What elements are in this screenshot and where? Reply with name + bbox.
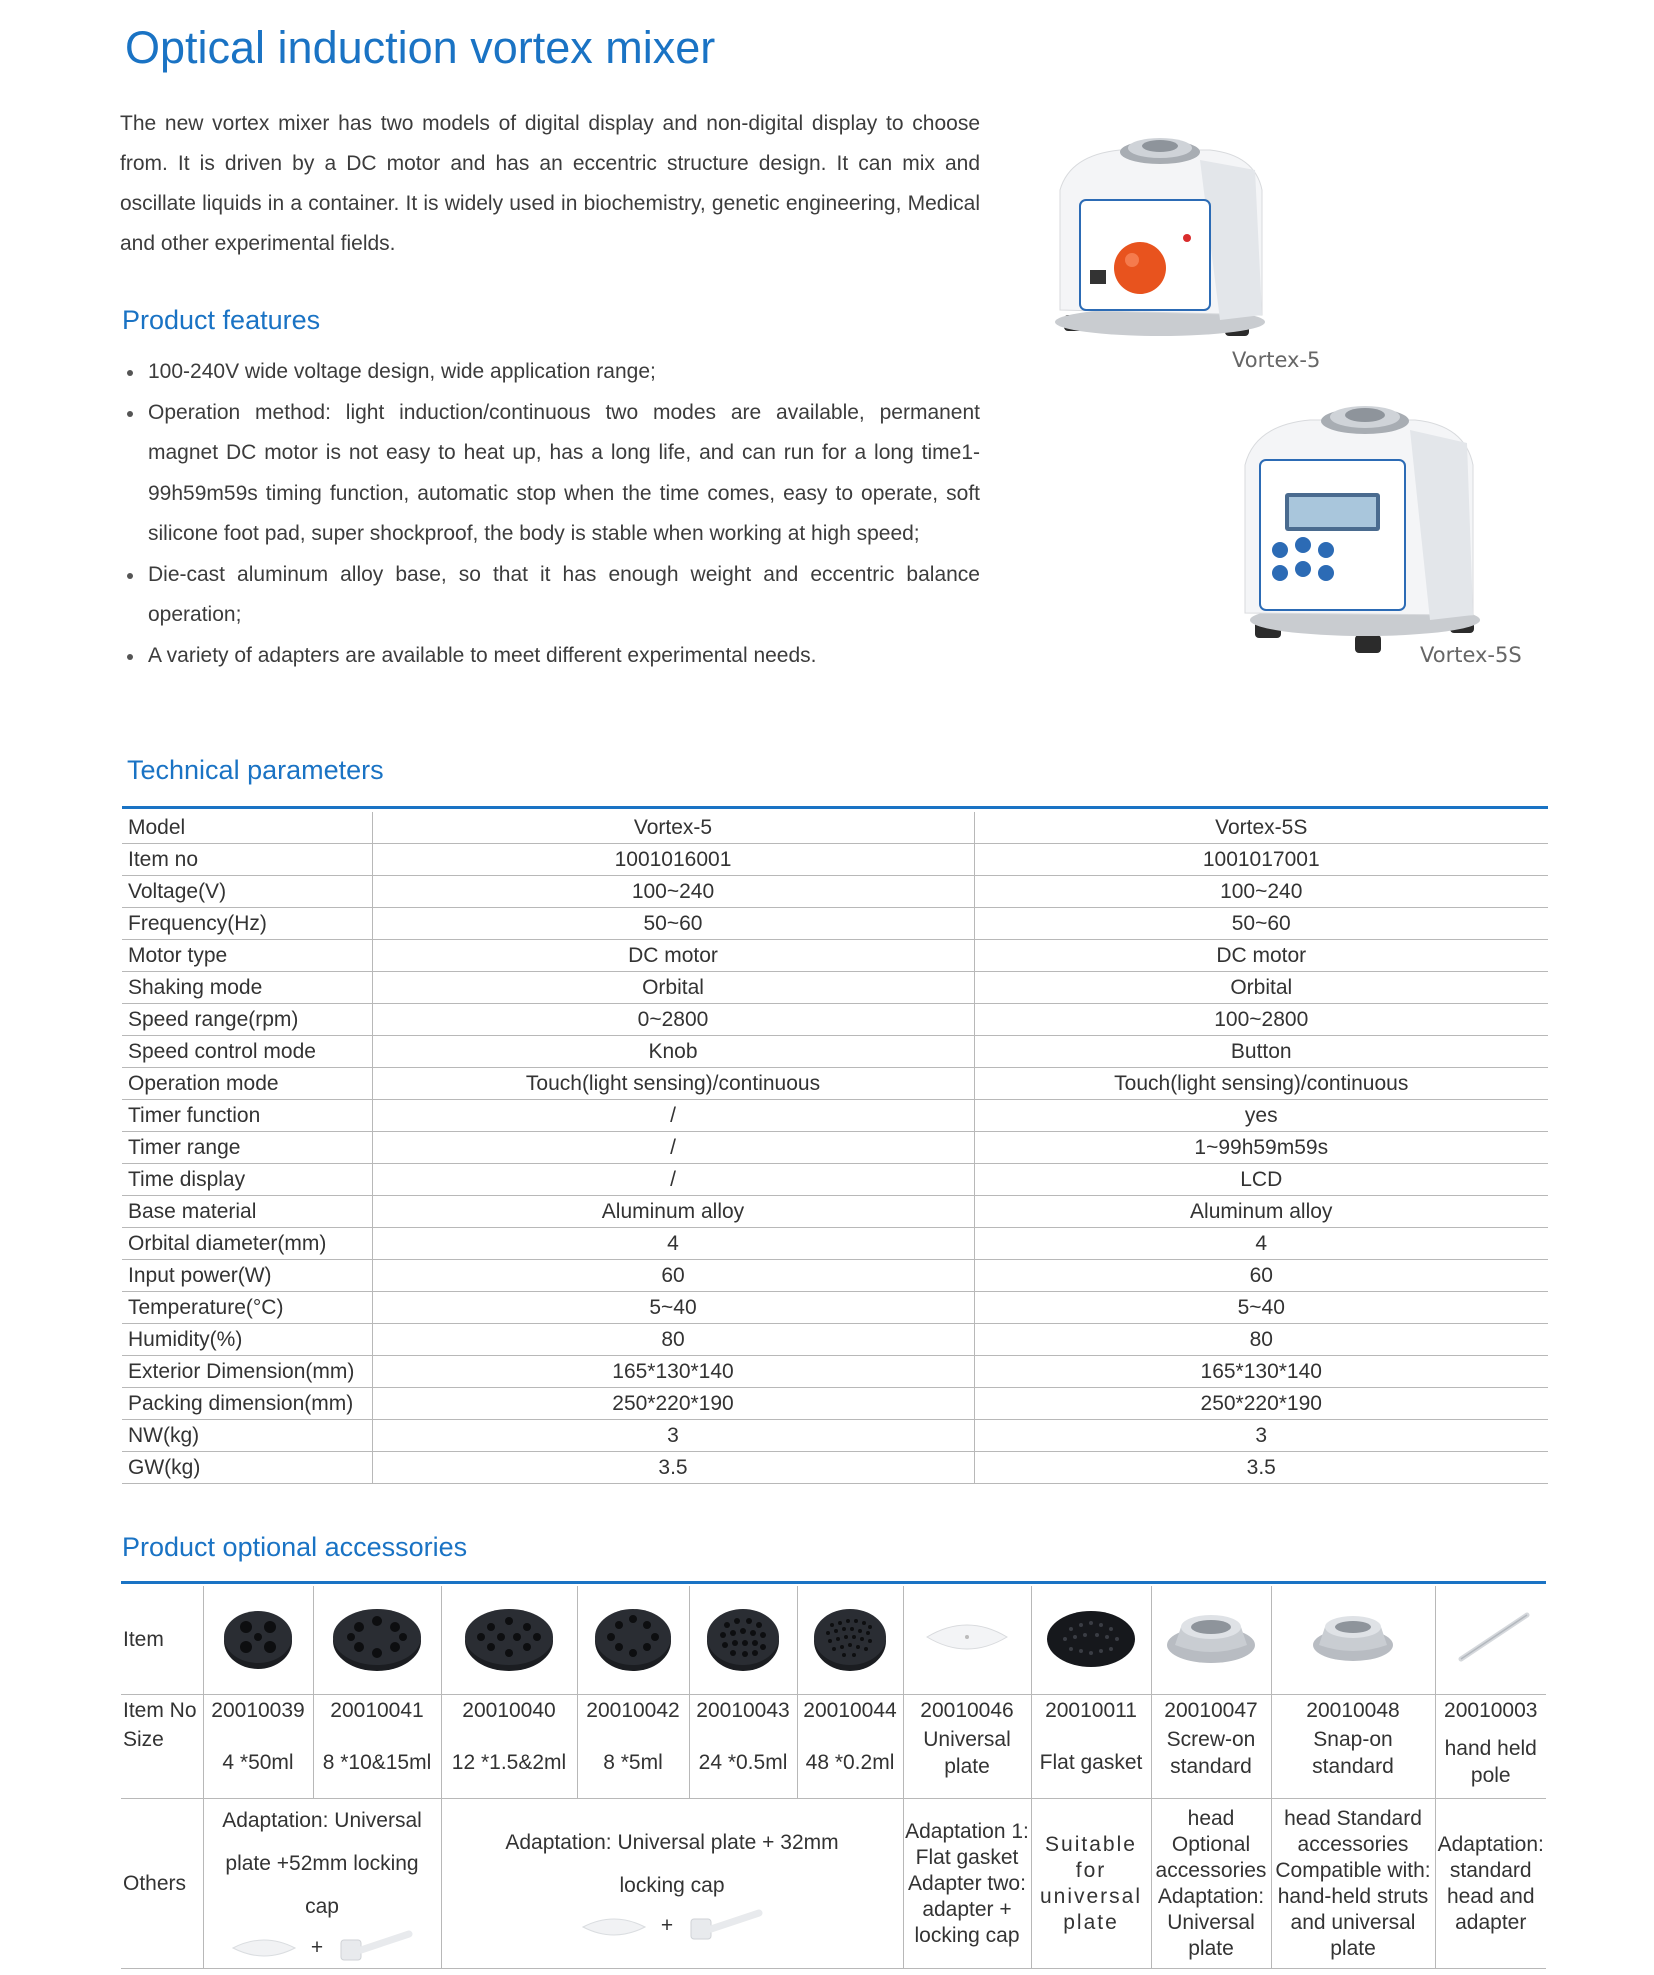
param-value: / xyxy=(372,1100,974,1132)
accessories-rule xyxy=(121,1581,1546,1584)
param-value: 100~240 xyxy=(974,876,1548,908)
param-value: 100~2800 xyxy=(974,1004,1548,1036)
universal-plate-icon xyxy=(229,1928,299,1968)
item-size: 24 *0.5ml xyxy=(689,1726,797,1799)
accessory-image xyxy=(797,1586,903,1695)
locking-cap-icon xyxy=(685,1907,765,1947)
params-row xyxy=(122,1420,1548,1452)
param-name: Frequency(Hz) xyxy=(122,908,372,940)
page-title: Optical induction vortex mixer xyxy=(125,22,716,73)
accessory-image xyxy=(577,1586,689,1695)
params-heading: Technical parameters xyxy=(127,755,384,785)
item-no: 20010044 xyxy=(797,1695,903,1727)
param-value: Aluminum alloy xyxy=(372,1196,974,1228)
param-value: yes xyxy=(974,1100,1548,1132)
param-name: Speed range(rpm) xyxy=(122,1004,372,1036)
item-no: 20010040 xyxy=(441,1695,577,1727)
param-name: Exterior Dimension(mm) xyxy=(122,1356,372,1388)
others-adaptation-group2 xyxy=(441,1799,903,1969)
others-flat-gasket: Suitable for universal plate xyxy=(1031,1799,1151,1969)
param-value: 3.5 xyxy=(372,1452,974,1484)
item-no: 20010048 xyxy=(1271,1695,1435,1727)
params-row xyxy=(122,1228,1548,1260)
accessory-image xyxy=(1151,1586,1271,1695)
intro-paragraph: The new vortex mixer has two models of digital display and non-digital display to choose from. It is driven by a DC motor and has an eccentric structure design. It can mix and oscillate liquids in a container. It is widely used in biochemistry, genetic engineering, Medical and other experimental fields. xyxy=(120,112,980,255)
item-size: Universal plate xyxy=(903,1726,1031,1799)
params-row xyxy=(122,1452,1548,1484)
param-value: / xyxy=(372,1164,974,1196)
item-size: Screw-on standard xyxy=(1151,1726,1271,1799)
params-row xyxy=(122,908,1548,940)
param-name: Packing dimension(mm) xyxy=(122,1388,372,1420)
param-value: 100~240 xyxy=(372,876,974,908)
params-row xyxy=(122,1292,1548,1324)
accessory-image xyxy=(1031,1586,1151,1695)
param-name: Item no xyxy=(122,844,372,876)
param-value: 1001017001 xyxy=(974,844,1548,876)
param-value: 250*220*190 xyxy=(372,1388,974,1420)
param-value: Touch(light sensing)/continuous xyxy=(372,1068,974,1100)
item-no: 20010047 xyxy=(1151,1695,1271,1727)
item-no: 20010043 xyxy=(689,1695,797,1727)
item-size: hand held pole xyxy=(1435,1726,1546,1799)
others-screw-on: head Optional accessories Adaptation: Universal plate xyxy=(1151,1799,1271,1969)
accessory-image xyxy=(313,1586,441,1695)
param-name: Operation mode xyxy=(122,1068,372,1100)
param-value: Orbital xyxy=(372,972,974,1004)
feature-item: 100-240V wide voltage design, wide application range; xyxy=(120,352,980,393)
param-name: Timer range xyxy=(122,1132,372,1164)
locking-cap-icon xyxy=(335,1928,415,1968)
accessories-table xyxy=(121,1586,1546,1969)
params-row xyxy=(122,1100,1548,1132)
param-name: Voltage(V) xyxy=(122,876,372,908)
item-no: 20010042 xyxy=(577,1695,689,1727)
param-name: Humidity(%) xyxy=(122,1324,372,1356)
param-value: DC motor xyxy=(974,940,1548,972)
item-size: 48 *0.2ml xyxy=(797,1726,903,1799)
param-value: Orbital xyxy=(974,972,1548,1004)
param-name: Model xyxy=(122,812,372,844)
vortex-5s-caption: Vortex-5S xyxy=(1420,643,1522,667)
param-value: Button xyxy=(974,1036,1548,1068)
others-adaptation-group1 xyxy=(203,1799,441,1969)
item-no: 20010003 xyxy=(1444,1698,1538,1722)
param-value: 50~60 xyxy=(372,908,974,940)
universal-plate-icon xyxy=(579,1907,649,1947)
params-row xyxy=(122,876,1548,908)
param-value: DC motor xyxy=(372,940,974,972)
param-value: 60 xyxy=(372,1260,974,1292)
param-value: 4 xyxy=(974,1228,1548,1260)
vortex-5s-product-image xyxy=(1225,385,1515,675)
accessory-image xyxy=(441,1586,577,1695)
accessory-image xyxy=(903,1586,1031,1695)
param-value: Touch(light sensing)/continuous xyxy=(974,1068,1548,1100)
item-size: Flat gasket xyxy=(1031,1726,1151,1799)
vortex-5-product-image xyxy=(1040,120,1310,370)
adapter-set-illustration xyxy=(442,1907,903,1947)
param-name: GW(kg) xyxy=(122,1452,372,1484)
params-row xyxy=(122,940,1548,972)
param-value: 1~99h59m59s xyxy=(974,1132,1548,1164)
params-row xyxy=(122,1164,1548,1196)
param-value: 250*220*190 xyxy=(974,1388,1548,1420)
params-rule xyxy=(122,806,1548,809)
plus-sign: + xyxy=(310,1935,324,1959)
others-text: Adaptation: Universal plate + 32mm locking cap xyxy=(505,1830,839,1897)
param-value: 4 xyxy=(372,1228,974,1260)
params-row xyxy=(122,1004,1548,1036)
param-value: 165*130*140 xyxy=(974,1356,1548,1388)
item-size: 12 *1.5&2ml xyxy=(441,1726,577,1799)
param-value: 5~40 xyxy=(372,1292,974,1324)
item-no: 20010046 xyxy=(903,1695,1031,1727)
item-label: Item xyxy=(121,1586,203,1695)
params-row xyxy=(122,1036,1548,1068)
param-name: Time display xyxy=(122,1164,372,1196)
param-value: 80 xyxy=(974,1324,1548,1356)
param-value: / xyxy=(372,1132,974,1164)
param-value: 1001016001 xyxy=(372,844,974,876)
feature-item: Die-cast aluminum alloy base, so that it has enough weight and eccentric balance operation; xyxy=(120,555,980,636)
param-value: LCD xyxy=(974,1164,1548,1196)
item-size: Snap-on standard xyxy=(1271,1726,1435,1799)
param-value: Vortex-5S xyxy=(974,812,1548,844)
item-size: 8 *5ml xyxy=(577,1726,689,1799)
item-size: 8 *10&15ml xyxy=(313,1726,441,1799)
param-value: 5~40 xyxy=(974,1292,1548,1324)
params-row xyxy=(122,972,1548,1004)
others-snap-on: head Standard accessories Compatible with: hand-held struts and universal plate xyxy=(1271,1799,1435,1969)
params-row xyxy=(122,1324,1548,1356)
others-hand-pole: Adaptation: standard head and adapter xyxy=(1435,1799,1546,1969)
param-name: Shaking mode xyxy=(122,972,372,1004)
features-heading: Product features xyxy=(122,305,321,335)
param-name: Motor type xyxy=(122,940,372,972)
others-text: Adaptation: Universal plate +52mm locking cap xyxy=(222,1809,422,1918)
param-name: NW(kg) xyxy=(122,1420,372,1452)
param-name: Temperature(°C) xyxy=(122,1292,372,1324)
param-value: 80 xyxy=(372,1324,974,1356)
param-name: Orbital diameter(mm) xyxy=(122,1228,372,1260)
item-size: 4 *50ml xyxy=(203,1726,313,1799)
accessories-heading: Product optional accessories xyxy=(122,1532,468,1562)
item-no: 20010041 xyxy=(313,1695,441,1727)
item-no: 20010011 xyxy=(1031,1695,1151,1727)
params-table xyxy=(122,812,1548,1484)
param-value: Knob xyxy=(372,1036,974,1068)
plus-sign: + xyxy=(660,1914,674,1938)
param-value: 3 xyxy=(372,1420,974,1452)
param-name: Input power(W) xyxy=(122,1260,372,1292)
param-name: Timer function xyxy=(122,1100,372,1132)
accessory-image xyxy=(1271,1586,1435,1695)
item-no-label: Item No xyxy=(121,1695,203,1727)
params-row xyxy=(122,1260,1548,1292)
param-value: 165*130*140 xyxy=(372,1356,974,1388)
params-row xyxy=(122,844,1548,876)
feature-item: Operation method: light induction/continuous two modes are available, permanent magnet DC motor is not easy to heat up, has a long life, and can run for a long time1-99h59m59s timing function, automatic stop when the time comes, easy to operate, soft silicone foot pad, super shockproof, the body is stable when working at high speed; xyxy=(120,393,980,555)
vortex-5-caption: Vortex-5 xyxy=(1232,348,1321,372)
others-label: Others xyxy=(121,1799,203,1969)
param-value: 3.5 xyxy=(974,1452,1548,1484)
accessory-image xyxy=(203,1586,313,1695)
param-value: 3 xyxy=(974,1420,1548,1452)
features-list xyxy=(120,352,980,676)
accessory-image xyxy=(689,1586,797,1695)
params-row xyxy=(122,1132,1548,1164)
params-row xyxy=(122,1388,1548,1420)
params-row xyxy=(122,1196,1548,1228)
param-value: Aluminum alloy xyxy=(974,1196,1548,1228)
params-row xyxy=(122,812,1548,844)
param-value: Vortex-5 xyxy=(372,812,974,844)
param-name: Base material xyxy=(122,1196,372,1228)
accessory-image xyxy=(1435,1586,1546,1695)
feature-item: A variety of adapters are available to meet different experimental needs. xyxy=(120,636,980,677)
item-no: 20010039 xyxy=(203,1695,313,1727)
params-row xyxy=(122,1068,1548,1100)
others-universal-plate: Adaptation 1: Flat gasket Adapter two: adapter + locking cap xyxy=(903,1799,1031,1969)
size-label: Size xyxy=(121,1726,203,1799)
param-value: 0~2800 xyxy=(372,1004,974,1036)
param-value: 60 xyxy=(974,1260,1548,1292)
adapter-set-illustration xyxy=(204,1928,441,1968)
param-name: Speed control mode xyxy=(122,1036,372,1068)
param-value: 50~60 xyxy=(974,908,1548,940)
params-row xyxy=(122,1356,1548,1388)
